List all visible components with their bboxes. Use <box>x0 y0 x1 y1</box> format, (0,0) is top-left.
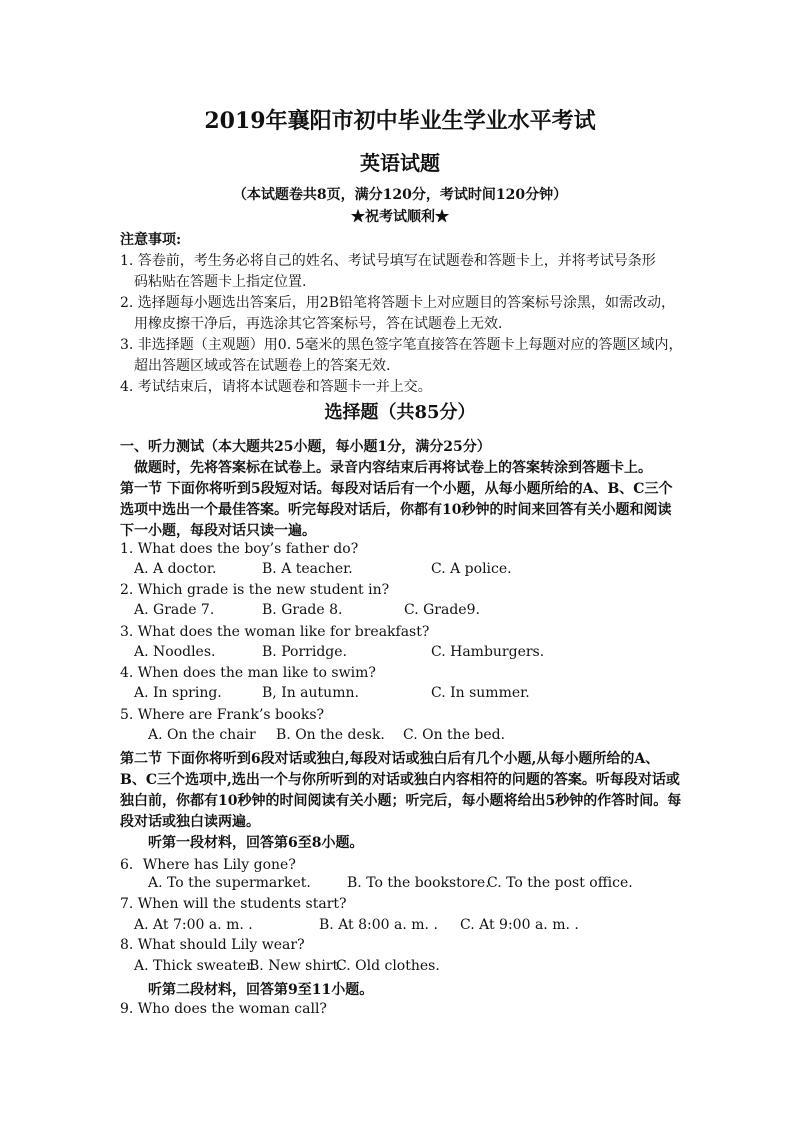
material-heading: 听第二段材料，回答第9至11小题。 <box>148 982 374 998</box>
option-b: B, In autumn. <box>262 685 359 701</box>
notice-item: 超出答题区域或答在试题卷上的答案无效. <box>134 358 391 374</box>
question-stem: 3. What does the woman like for breakfast? <box>120 624 430 640</box>
option-a: A. On the chair <box>148 727 256 743</box>
option-c: C. Old clothes. <box>336 958 440 974</box>
option-b: B. New shirt. <box>249 958 343 974</box>
notice-item: 3. 非选择题（主观题）用0. 5毫米的黑色签字笔直接答在答题卡上每题对应的答题区域内， <box>120 337 683 353</box>
option-b: B. A teacher. <box>262 561 353 577</box>
option-c: C. To the post office. <box>487 875 633 891</box>
question-stem: 4. When does the man like to swim? <box>120 665 376 681</box>
option-a: A. Grade 7. <box>134 602 215 618</box>
exam-info: （本试题卷共8页，满分120分，考试时间120分钟） <box>232 187 568 203</box>
sub2-line: 段对话或独白读两遍。 <box>120 814 260 830</box>
sub1-line: 下一小题，每段对话只读一遍。 <box>120 523 316 539</box>
question-stem: 6．Where has Lily gone? <box>120 857 296 873</box>
option-c: C. At 9:00 a. m. . <box>460 917 579 933</box>
sub2-line: B、C三个选项中,选出一个与你所听到的对话或独白内容相符的问题的答案。听每段对话或 <box>120 772 680 788</box>
option-a: A. A doctor. <box>134 561 217 577</box>
question-stem: 9. Who does the woman call? <box>120 1001 327 1017</box>
option-a: A. Thick sweater. <box>134 958 256 974</box>
option-b: B. Porridge. <box>262 644 347 660</box>
exam-wish: ★祝考试顺利★ <box>351 209 449 225</box>
notice-item: 码粘贴在答题卡上指定位置. <box>134 274 307 290</box>
option-a: A. Noodles. <box>134 644 216 660</box>
option-c: C. On the bed. <box>403 727 506 743</box>
notice-heading: 注意事项: <box>120 232 182 248</box>
sub2-line: 第二节 下面你将听到6段对话或独白,每段对话或独白后有几个小题,从每小题所给的A、 <box>120 751 660 767</box>
notice-item: 4. 考试结束后，请将本试题卷和答题卡一并上交。 <box>120 379 432 395</box>
option-c: C. Hamburgers. <box>431 644 545 660</box>
material-heading: 听第一段材料，回答第6至8小题。 <box>148 835 364 851</box>
question-stem: 7. When will the students start? <box>120 896 347 912</box>
option-b: B. At 8:00 a. m. . <box>319 917 438 933</box>
option-c: C. In summer. <box>431 685 530 701</box>
notice-item: 用橡皮擦干净后，再选涂其它答案标号，答在试题卷上无效. <box>134 316 503 332</box>
option-c: C. A police. <box>431 561 512 577</box>
option-c: C. Grade9. <box>404 602 480 618</box>
part1-heading: 一、听力测试（本大题共25小题，每小题1分，满分25分） <box>120 439 491 455</box>
subject-title: 英语试题 <box>360 151 440 175</box>
option-b: B. To the bookstore. <box>347 875 490 891</box>
sub2-line: 独白前，你都有10秒钟的时间阅读有关小题；听完后，每小题将给出5秒钟的作答时间。每 <box>120 793 682 809</box>
option-a: A. At 7:00 a. m. . <box>134 917 253 933</box>
section-title: 选择题（共85分） <box>324 402 476 423</box>
question-stem: 2. Which grade is the new student in? <box>120 582 390 598</box>
notice-item: 2. 选择题每小题选出答案后，用2B铅笔将答题卡上对应题目的答案标号涂黑，如需改动， <box>120 295 676 311</box>
question-stem: 1. What does the boy’s father do? <box>120 541 359 557</box>
exam-title: 2019年襄阳市初中毕业生学业水平考试 <box>204 108 596 134</box>
question-stem: 8. What should Lily wear? <box>120 937 305 953</box>
notice-item: 1. 答卷前，考生务必将自己的姓名、考试号填写在试题卷和答题卡上，并将考试号条形 <box>120 253 656 269</box>
sub1-line: 选项中选出一个最佳答案。听完每段对话后，你都有10秒钟的时间来回答有关小题和阅读 <box>120 502 672 518</box>
option-a: A. To the supermarket. <box>148 875 311 891</box>
part1-instruction: 做题时，先将答案标在试卷上。录音内容结束后再将试卷上的答案转涂到答题卡上。 <box>134 460 652 476</box>
option-b: B. On the desk. <box>276 727 385 743</box>
option-b: B. Grade 8. <box>262 602 343 618</box>
sub1-line: 第一节 下面你将听到5段短对话。每段对话后有一个小题，从每小题所给的A、B、C三个 <box>120 481 673 497</box>
option-a: A. In spring. <box>134 685 222 701</box>
question-stem: 5. Where are Frank’s books? <box>120 707 325 723</box>
